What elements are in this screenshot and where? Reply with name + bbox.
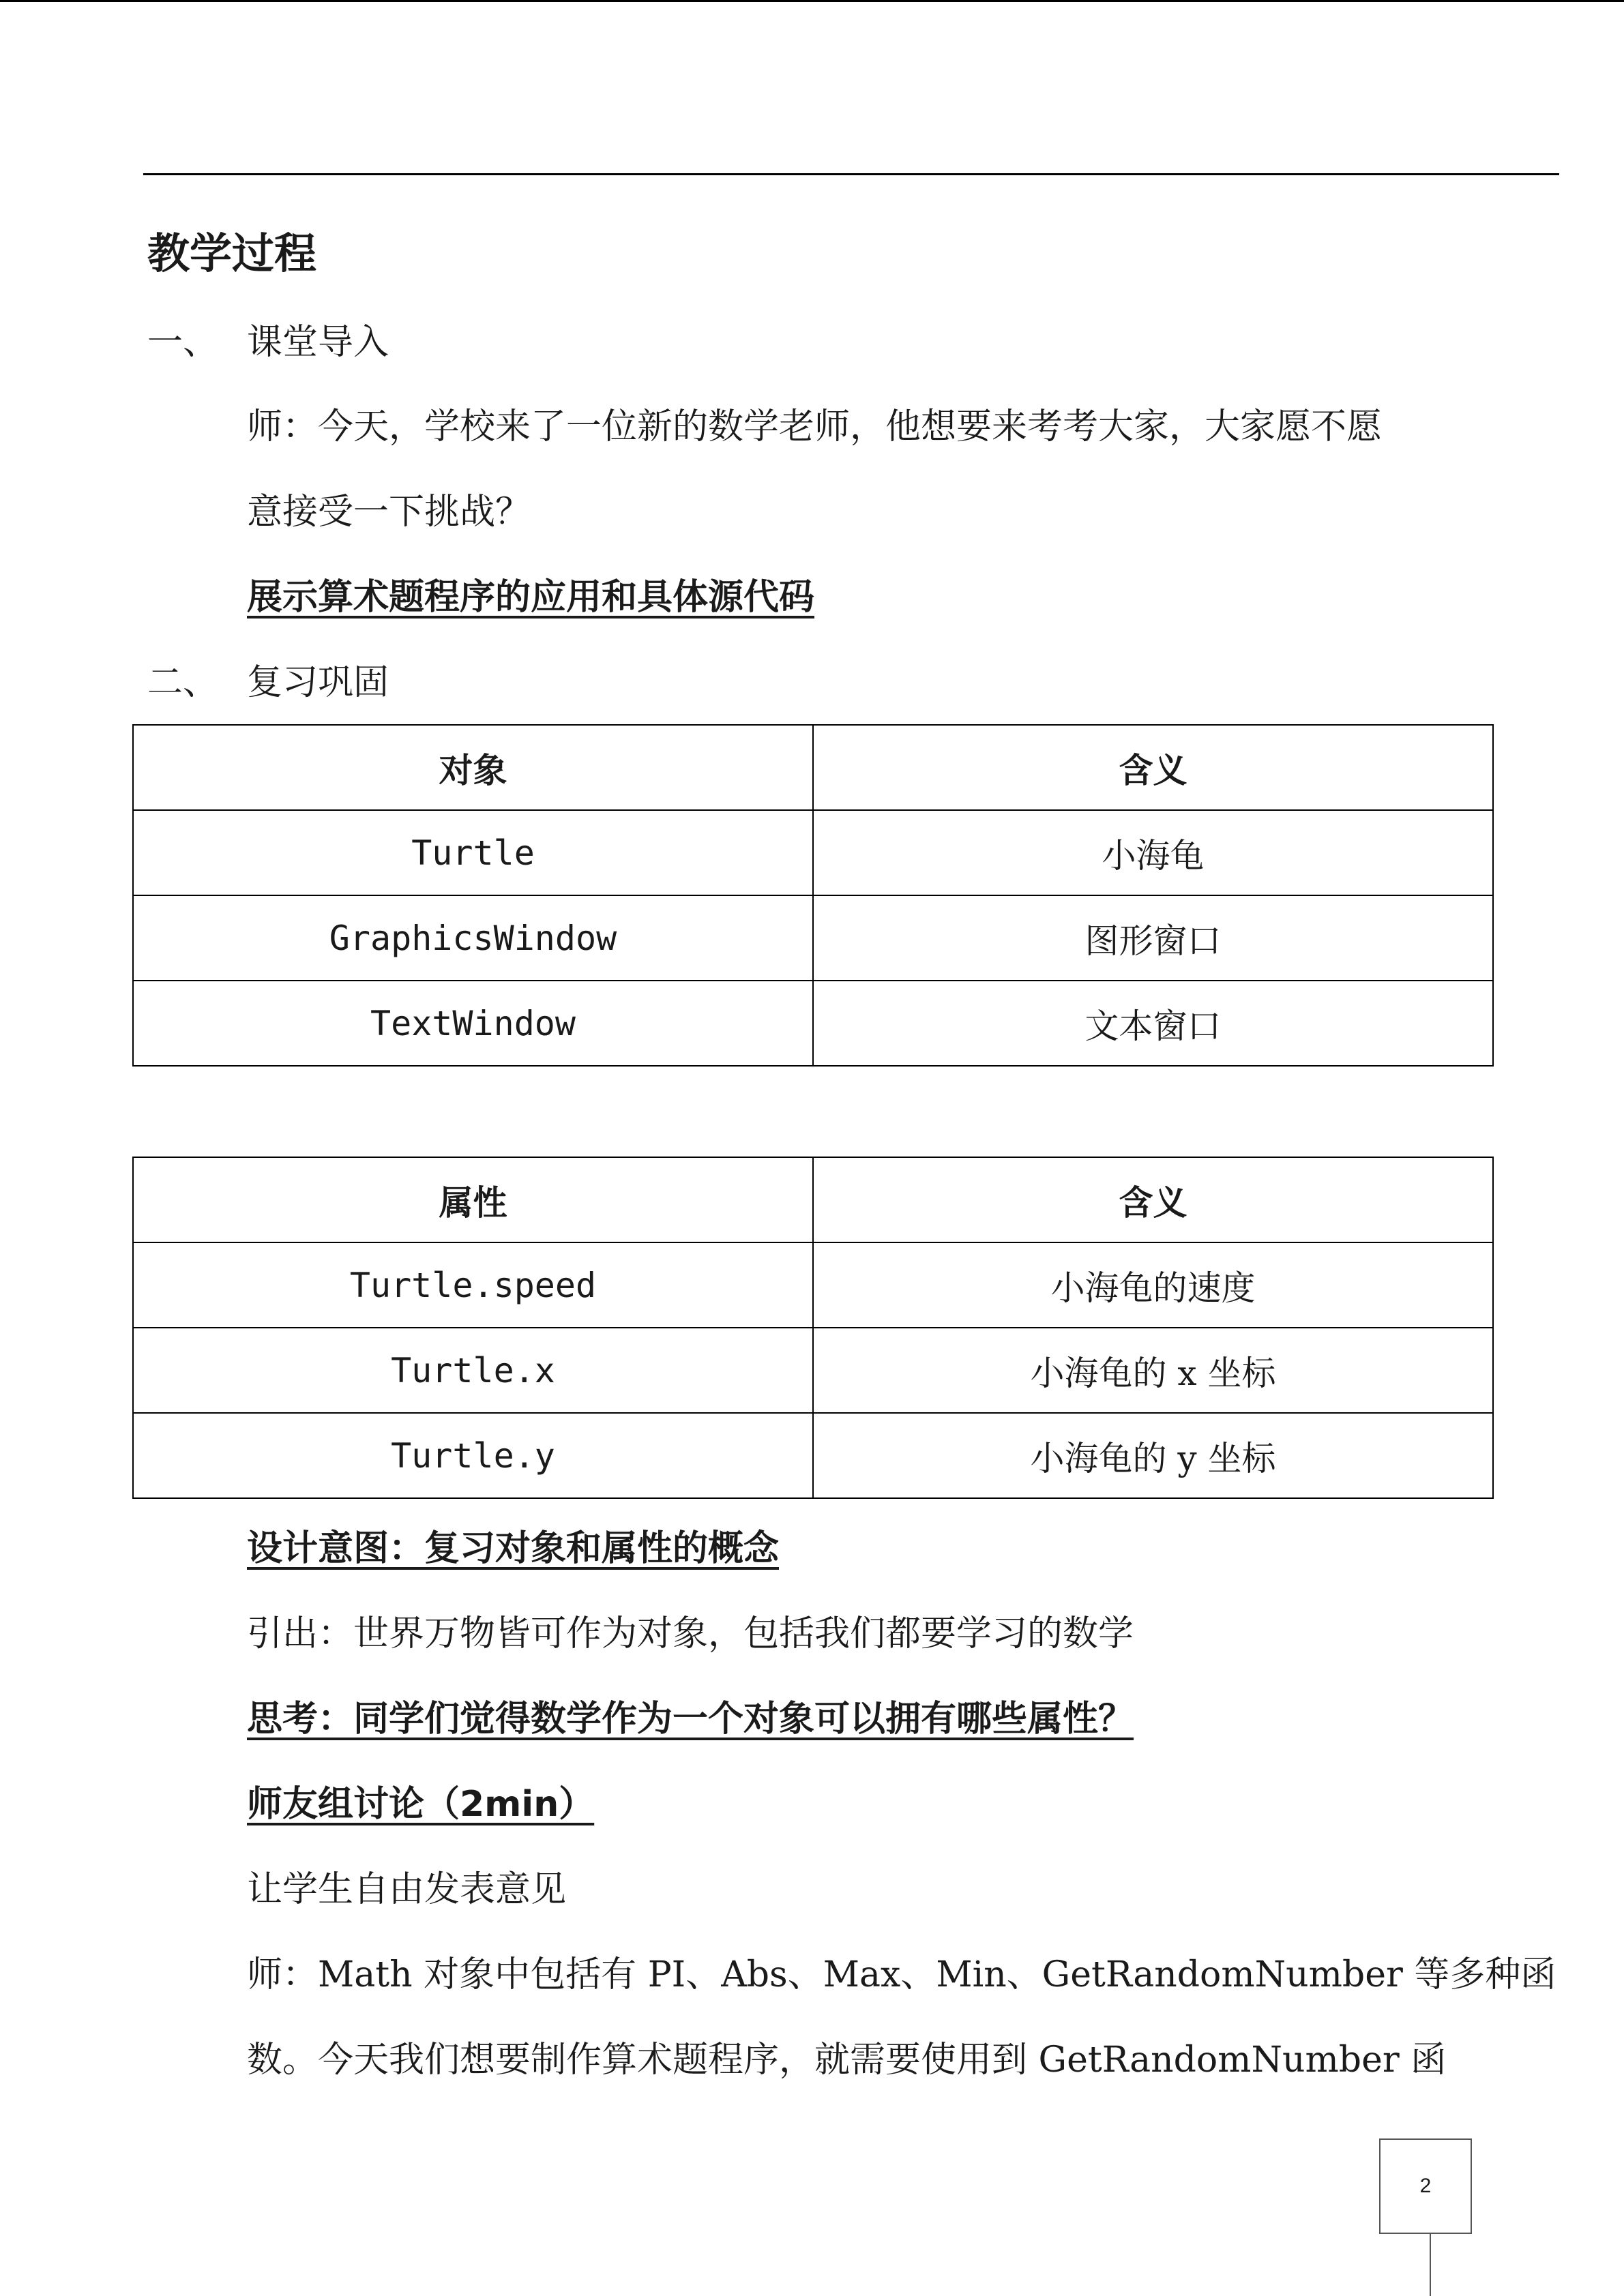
design-intent: 设计意图：复习对象和属性的概念	[247, 1528, 780, 1569]
lead-text: 引出：世界万物皆可作为对象，包括我们都要学习的数学	[247, 1613, 1134, 1654]
think-question: 思考：同学们觉得数学作为一个对象可以拥有哪些属性？	[247, 1699, 1134, 1740]
table-row	[133, 895, 1493, 981]
table-cell: Turtle.x	[133, 1328, 813, 1413]
intro-bold-note: 展示算术题程序的应用和具体源代码	[247, 577, 815, 618]
table-header-row	[133, 1157, 1493, 1242]
properties-table	[132, 1157, 1494, 1499]
section-heading-2: 复习巩固	[247, 662, 389, 703]
table-cell: 图形窗口	[813, 895, 1493, 981]
objects-table	[132, 724, 1494, 1067]
group-discussion: 师友组讨论（2min）	[247, 1784, 595, 1825]
section-number-1: 一、	[147, 322, 219, 363]
table-row	[133, 981, 1493, 1066]
table-cell: 小海龟的速度	[813, 1242, 1493, 1328]
table-row	[133, 1242, 1493, 1328]
header-rule	[143, 173, 1559, 175]
table-row	[133, 1328, 1493, 1413]
section-heading-1: 课堂导入	[247, 322, 389, 363]
table-cell: Turtle.speed	[133, 1242, 813, 1328]
intro-paragraph-line-2: 意接受一下挑战？	[247, 492, 531, 533]
table-cell: TextWindow	[133, 981, 813, 1066]
table-cell: GraphicsWindow	[133, 895, 813, 981]
page-title: 教学过程	[147, 228, 317, 278]
page-number-stem	[1430, 2234, 1431, 2296]
table-cell: Turtle.y	[133, 1413, 813, 1498]
table-header-row	[133, 725, 1493, 810]
section-number-2: 二、	[147, 662, 219, 703]
table-header-cell: 属性	[133, 1157, 813, 1242]
table-row	[133, 810, 1493, 895]
table-cell: 小海龟	[813, 810, 1493, 895]
page-top-border	[0, 0, 1624, 2]
table-cell: 文本窗口	[813, 981, 1493, 1066]
free-opinion: 让学生自由发表意见	[247, 1869, 567, 1910]
table-header-cell: 对象	[133, 725, 813, 810]
table-header-cell: 含义	[813, 725, 1493, 810]
intro-paragraph-line-1: 师：今天，学校来了一位新的数学老师，他想要来考考大家，大家愿不愿	[247, 406, 1383, 447]
table-cell: 小海龟的 x 坐标	[813, 1328, 1493, 1413]
table-cell: Turtle	[133, 810, 813, 895]
table-cell: 小海龟的 y 坐标	[813, 1413, 1493, 1498]
math-paragraph-line-1: 师：Math 对象中包括有 PI、Abs、Max、Min、GetRandomNumber 等多种函	[247, 1954, 1556, 1995]
page-number: 2	[1379, 2138, 1472, 2234]
table-header-cell: 含义	[813, 1157, 1493, 1242]
math-paragraph-line-2: 数。今天我们想要制作算术题程序，就需要使用到 GetRandomNumber 函	[247, 2040, 1447, 2081]
table-row	[133, 1413, 1493, 1498]
